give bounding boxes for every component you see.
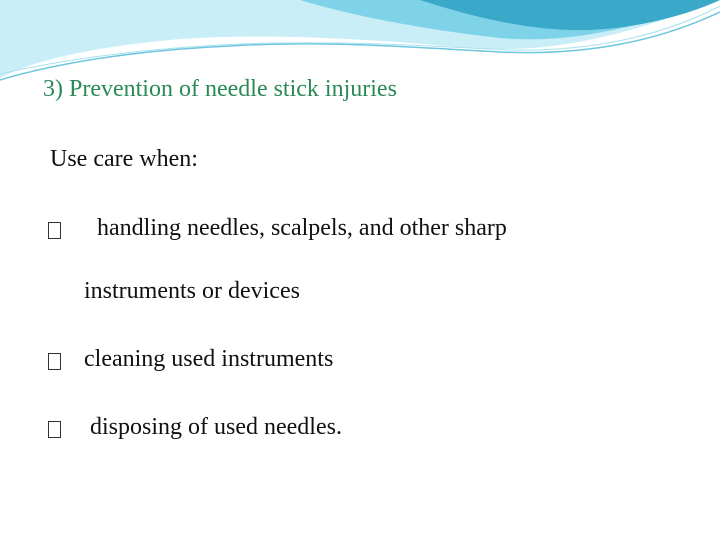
bullet-item-1: handling needles, scalpels, and other sharp [97, 215, 507, 241]
lead-text: Use care when: [50, 146, 198, 172]
bullet-box-icon [48, 421, 61, 438]
bullet-box-icon [48, 222, 61, 239]
bullet-box-icon [48, 353, 61, 370]
bullet-item-1-continued: instruments or devices [84, 278, 300, 304]
slide-title: 3) Prevention of needle stick injuries [43, 76, 397, 102]
bullet-item-2: cleaning used instruments [84, 346, 334, 372]
bullet-item-3: disposing of used needles. [90, 414, 342, 440]
